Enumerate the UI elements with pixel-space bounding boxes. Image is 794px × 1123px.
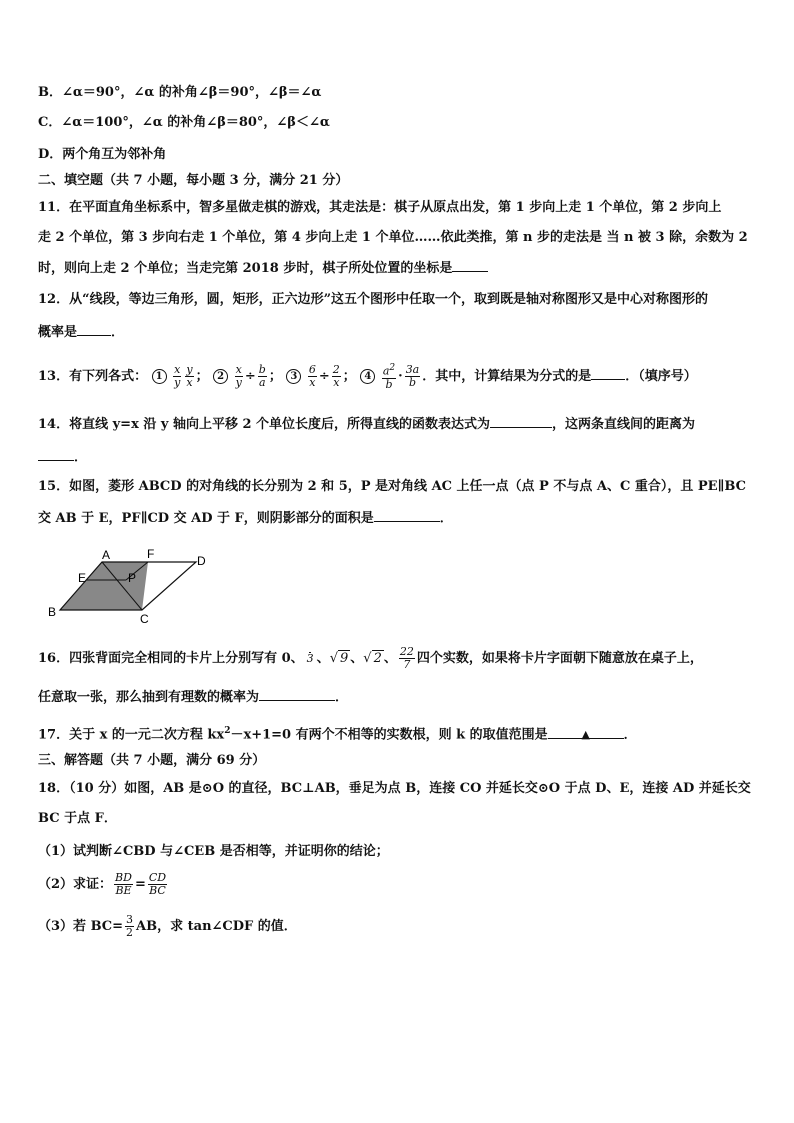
option-c: C．∠α＝100°，∠α 的补角∠β＝80°，∠β＜∠α — [38, 115, 330, 130]
q12-answer-blank[interactable] — [77, 323, 111, 336]
q13-mark-3: 3 — [286, 369, 301, 384]
label-a: A — [102, 548, 111, 562]
q16-line1: 16．四张背面完全相同的卡片上分别写有 0、 3 、√ 9 、√ 2 、 $\frac{22}{7}$ 四个实数，如果将卡片字面朝下随意放在桌子上， — [38, 645, 703, 671]
q18-line2: BC 于点 F． — [38, 811, 117, 826]
q11-answer-blank[interactable] — [452, 259, 488, 272]
q18-part-3: （3）若 BC= $\frac{3}{2}$ AB，求 tan∠CDF 的值． — [38, 913, 297, 939]
q13-expr-4: $\frac{a^2}{b}$ — [382, 363, 396, 391]
q16-frac-1: 3 — [306, 652, 314, 665]
q15-answer-blank[interactable] — [374, 509, 440, 522]
q11-line3: 时，则向上走 2 个单位；当走完第 2018 步时，棋子所处位置的坐标是 — [38, 259, 488, 278]
q12-line2: 概率是 ． — [38, 325, 125, 340]
q18-3-frac: $\frac{3}{2}$ — [126, 913, 134, 939]
q15-line2: 交 AB 于 E，PF∥CD 交 AD 于 F，则阴影部分的面积是 ． — [38, 511, 453, 526]
q17-answer-blank[interactable]: ▲ — [548, 726, 624, 739]
q13-expr-3: $\frac{6}{x}$ — [308, 362, 316, 389]
q12-line1: 12．从“线段，等边三角形，圆，矩形，正六边形”这五个图形中任取一个，取到既是轴对称图形又是中心对称图形的 — [38, 292, 709, 307]
q13-expr-2: $\frac{x}{y}$ — [235, 362, 242, 389]
label-p: P — [128, 571, 137, 585]
q18-part-2: （2）求证： $\frac{BD}{BE}$ = $\frac{CD}{BC}$ — [38, 871, 167, 897]
label-f: F — [147, 547, 155, 561]
q17-line: 17．关于 x 的一元二次方程 $kx^2-x+1=0$ 有两个不相等的实数根，则 k 的取值范围是 ▲ ． — [38, 726, 637, 743]
q13-mark-1: 1 — [152, 369, 167, 384]
q11-line2: 走 2 个单位，第 3 步向右走 1 个单位，第 4 步向上走 1 个单位……依此类推，第 n 步的走法是 当 n 被 3 除，余数为 2 — [38, 230, 748, 245]
q16-root-9: √ 9 — [329, 651, 349, 666]
label-c: C — [140, 612, 149, 626]
q13-line: 13．有下列各式： 1 $\frac{x}{y}$ $\frac{y}{x}$ ； 2 $\frac{x}{y}$ ÷ $\frac{b}{a}$ ； 3 $\frac{6}{x}$ ÷ $\frac{2}{x}$ ； 4 $\frac{a^2}{b}$ · $\frac{3a}{b}$ ．其中，计算结果为分式的是 ．（填序号） — [38, 362, 697, 391]
rhombus-figure — [46, 546, 216, 626]
q18-line1: 18．（10 分）如图，AB 是⊙O 的直径，BC⊥AB，垂足为点 B，连接 CO 并延长交⊙O 于点 D、E，连接 AD 并延长交 — [38, 781, 751, 796]
q13-mark-2: 2 — [213, 369, 228, 384]
q13-expr-1: $\frac{x}{y}$ — [174, 362, 181, 389]
option-d: D．两个角互为邻补角 — [38, 147, 167, 162]
label-b: B — [48, 605, 57, 619]
q16-root-2: √ 2 — [363, 651, 382, 666]
q14-answer-blank-2[interactable] — [38, 448, 74, 461]
q13-mark-4: 4 — [360, 369, 375, 384]
q14-line1: 14．将直线 y=x 沿 y 轴向上平移 2 个单位长度后，所得直线的函数表达式为 ，这两条直线间的距离为 — [38, 417, 696, 432]
section-2-heading: 二、填空题（共 7 小题，每小题 3 分，满分 21 分） — [38, 173, 349, 188]
q11-line1: 11．在平面直角坐标系中，智多星做走棋的游戏，其走法是：棋子从原点出发，第 1 步向上走 1 个单位，第 2 步向上 — [38, 200, 722, 215]
option-b: B．∠α＝90°，∠α 的补角∠β＝90°，∠β＝∠α — [38, 85, 322, 100]
label-d: D — [197, 554, 206, 568]
q14-line2: ． — [38, 448, 87, 467]
q18-part-1: （1）试判断∠CBD 与∠CEB 是否相等，并证明你的结论； — [38, 844, 389, 859]
q18-frac-lhs: $\frac{BD}{BE}$ — [115, 871, 132, 897]
q14-answer-blank-1[interactable] — [490, 415, 552, 428]
q16-line2: 任意取一张，那么抽到有理数的概率为 ． — [38, 690, 349, 705]
label-e: E — [78, 571, 87, 585]
q16-answer-blank[interactable] — [259, 688, 335, 701]
section-3-heading: 三、解答题（共 7 小题，满分 69 分） — [38, 753, 266, 768]
q15-line1: 15．如图，菱形 ABCD 的对角线的长分别为 2 和 5，P 是对角线 AC 上任一点（点 P 不与点 A、C 重合），且 PE∥BC — [38, 479, 747, 494]
q18-frac-rhs: $\frac{CD}{BC}$ — [148, 871, 167, 897]
q13-answer-blank[interactable] — [591, 367, 625, 380]
q16-frac-2: $\frac{22}{7}$ — [399, 645, 414, 671]
shaded-region — [60, 562, 148, 610]
